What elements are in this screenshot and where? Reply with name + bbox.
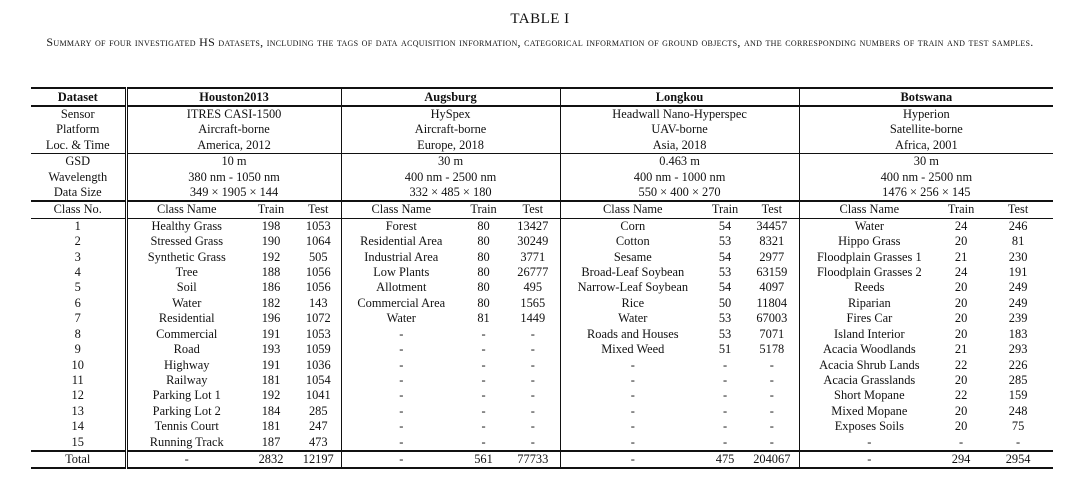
train-count: 20 [954, 311, 968, 326]
test-count: - [745, 373, 799, 388]
class-name: Floodplain Grasses 2 [817, 265, 922, 280]
test-count: 495 [506, 280, 560, 295]
class-header-row [31, 201, 1053, 218]
class-number: 12 [31, 388, 126, 403]
train-count: 193 [261, 342, 281, 357]
train-count: 190 [261, 234, 281, 249]
test-count: 75 [1011, 419, 1025, 434]
info-label: Data Size [31, 185, 126, 201]
train-count: 21 [954, 342, 968, 357]
test-count: 1064 [296, 234, 341, 249]
test-count: 1565 [506, 296, 560, 311]
info-value: 1476 × 256 × 145 [882, 185, 971, 200]
test-count: 5178 [745, 342, 799, 357]
train-count: - [481, 388, 486, 403]
info-row [31, 106, 1053, 122]
class-name: Tree [175, 265, 198, 280]
test-header: Test [745, 201, 799, 218]
info-value: HySpex [341, 106, 560, 122]
test-count: - [506, 404, 560, 419]
class-name: Sesame [613, 249, 652, 264]
test-count: 293 [1008, 342, 1028, 357]
test-count: 248 [1008, 403, 1028, 418]
test-header: Test [296, 201, 341, 218]
train-count: 198 [246, 218, 296, 234]
class-row [31, 234, 1053, 249]
test-count: - [506, 419, 560, 434]
header-botswana: Botswana [799, 88, 1053, 106]
train-count: - [481, 403, 486, 418]
train-count: 20 [954, 326, 968, 341]
test-count: - [745, 358, 799, 373]
test-count: 30249 [506, 234, 560, 249]
info-row [31, 154, 1053, 170]
class-name: Exposes Soils [834, 419, 904, 434]
test-count: 159 [1008, 388, 1028, 403]
train-count: 20 [954, 372, 968, 387]
summary-table [31, 87, 1053, 469]
class-row [31, 435, 1053, 451]
train-count: - [481, 326, 486, 341]
info-value: Aircraft-borne [126, 122, 341, 137]
class-name: Acacia Shrub Lands [819, 357, 920, 372]
train-count: 188 [261, 265, 281, 280]
class-name: Forest [341, 218, 461, 234]
test-count: - [506, 388, 560, 403]
class-number: 5 [31, 280, 126, 295]
info-value: 10 m [126, 154, 341, 170]
total-class-name: - [341, 451, 461, 468]
class-name: Railway [166, 372, 208, 387]
train-count: 20 [954, 280, 968, 295]
test-count: 2977 [745, 250, 799, 265]
train-count: 53 [718, 234, 732, 249]
class-no-header: Class No. [31, 201, 126, 218]
test-count: 1449 [506, 311, 560, 326]
train-count: - [722, 419, 728, 434]
train-count: 22 [954, 357, 968, 372]
class-row [31, 327, 1053, 342]
class-name: - [399, 342, 404, 357]
class-name: - [399, 326, 404, 341]
train-count: 54 [705, 218, 745, 234]
class-name: - [399, 403, 404, 418]
table-label: TABLE I [510, 11, 570, 27]
train-count: 191 [261, 357, 281, 372]
class-name: Island Interior [834, 326, 905, 341]
test-count: 285 [296, 404, 341, 419]
train-count: 54 [718, 249, 732, 264]
total-test: 12197 [296, 451, 341, 468]
train-count: 184 [261, 403, 281, 418]
total-train: 2832 [246, 451, 296, 468]
train-count: 24 [954, 265, 968, 280]
class-name: - [630, 434, 635, 449]
header-augsburg: Augsburg [341, 88, 560, 106]
class-number: 10 [31, 358, 126, 373]
train-count: 53 [718, 265, 732, 280]
train-count: - [481, 342, 486, 357]
info-row [31, 185, 1053, 201]
test-count: - [745, 435, 799, 451]
class-number: 13 [31, 404, 126, 419]
class-row [31, 404, 1053, 419]
test-count: 67003 [745, 311, 799, 326]
class-number: 11 [31, 373, 126, 388]
info-label: Sensor [31, 106, 126, 122]
train-count: 20 [954, 419, 968, 434]
class-name: Water [386, 311, 416, 326]
class-name: Road [173, 342, 200, 357]
class-number: 8 [31, 327, 126, 342]
train-count: 54 [718, 280, 732, 295]
class-name: Running Track [149, 434, 224, 449]
class-number: 15 [31, 435, 126, 451]
table-caption: Summary of four investigated HS datasets, including the tags of data acquisition information, categorical information of ground objects, and the corresponding numbers of train and test samples. [46, 35, 1034, 49]
table-body [31, 88, 1053, 468]
info-label: Loc. & Time [31, 138, 126, 154]
train-count: 192 [261, 249, 281, 264]
train-count: 196 [261, 311, 281, 326]
train-count: 80 [477, 265, 490, 280]
train-count: 20 [954, 403, 968, 418]
test-count: 285 [1008, 372, 1028, 387]
total-row [31, 451, 1053, 468]
test-count: 1072 [296, 311, 341, 326]
test-count: - [506, 435, 560, 451]
train-count: 80 [477, 234, 490, 249]
total-class-name: - [799, 451, 939, 468]
train-count: - [722, 434, 728, 449]
total-class-name: - [560, 451, 705, 468]
train-count: - [722, 372, 728, 387]
test-count: 230 [1008, 249, 1028, 264]
class-row [31, 296, 1053, 311]
train-count: 20 [954, 295, 968, 310]
info-value: 332 × 485 × 180 [341, 185, 560, 201]
info-value: Asia, 2018 [560, 138, 799, 154]
class-number: 4 [31, 265, 126, 280]
train-count: - [481, 419, 486, 434]
info-value: 400 nm - 2500 nm [880, 169, 973, 184]
total-label: Total [31, 451, 126, 468]
class-name: Roads and Houses [587, 326, 679, 341]
test-count: 1059 [296, 342, 341, 357]
train-count: 24 [939, 218, 983, 234]
test-count: 1054 [296, 373, 341, 388]
class-name: Healthy Grass [126, 218, 246, 234]
info-value: 30 m [341, 154, 560, 170]
class-name: - [630, 388, 635, 403]
class-name: Cotton [615, 234, 650, 249]
class-name: Tennis Court [154, 419, 219, 434]
test-count: 191 [1008, 265, 1028, 280]
class-number: 3 [31, 250, 126, 265]
info-value: Hyperion [902, 107, 950, 121]
total-test: 2954 [983, 451, 1053, 468]
test-count: 183 [1008, 326, 1028, 341]
test-count: 1053 [296, 218, 341, 234]
class-name: Acacia Woodlands [822, 342, 916, 357]
test-count: 239 [1008, 311, 1028, 326]
test-count: 1056 [296, 265, 341, 280]
info-value: 550 × 400 × 270 [560, 185, 799, 201]
info-value: 0.463 m [560, 154, 799, 170]
test-count: - [506, 327, 560, 342]
class-name-header: Class Name [341, 201, 461, 218]
train-count: - [959, 434, 964, 449]
class-row [31, 280, 1053, 295]
train-count: 81 [477, 311, 490, 326]
train-header: Train [246, 201, 296, 218]
test-count: 1056 [296, 280, 341, 295]
class-name: Narrow-Leaf Soybean [577, 280, 689, 295]
total-train: 294 [939, 451, 983, 468]
class-name: Rice [621, 295, 645, 310]
class-name: - [399, 434, 404, 449]
info-value: 349 × 1905 × 144 [126, 185, 341, 201]
info-label: Wavelength [31, 170, 126, 185]
test-header: Test [506, 201, 560, 218]
info-row [31, 170, 1053, 185]
class-number: 14 [31, 419, 126, 434]
class-name: Riparian [847, 295, 891, 310]
class-row [31, 373, 1053, 388]
info-value: America, 2012 [126, 138, 341, 154]
train-header: Train [939, 201, 983, 218]
test-count: - [506, 358, 560, 373]
class-row [31, 311, 1053, 326]
class-name: Water [172, 295, 202, 310]
test-count: 505 [296, 250, 341, 265]
class-name: Commercial [156, 326, 218, 341]
test-count: 473 [296, 435, 341, 451]
test-count: - [745, 388, 799, 403]
train-count: 80 [461, 218, 506, 234]
test-count: 247 [296, 419, 341, 434]
train-count: 181 [261, 419, 281, 434]
test-count: - [506, 342, 560, 357]
class-name: - [630, 357, 635, 372]
class-row [31, 358, 1053, 373]
train-header: Train [461, 201, 506, 218]
header-longkou: Longkou [560, 88, 799, 106]
class-name: - [630, 419, 635, 434]
test-count: 3771 [506, 250, 560, 265]
train-count: 21 [954, 249, 968, 264]
test-count: - [506, 373, 560, 388]
test-count: 143 [296, 296, 341, 311]
info-value: Africa, 2001 [895, 137, 958, 152]
total-train: 561 [461, 451, 506, 468]
header-dataset: Dataset [31, 88, 126, 106]
test-count: 1036 [296, 358, 341, 373]
class-number: 6 [31, 296, 126, 311]
info-row [31, 122, 1053, 137]
info-row [31, 138, 1053, 154]
train-count: 80 [477, 280, 490, 295]
train-count: 53 [718, 311, 732, 326]
train-count: - [481, 372, 486, 387]
test-count: 1041 [296, 388, 341, 403]
class-row [31, 419, 1053, 434]
class-name: Low Plants [373, 265, 430, 280]
class-name: - [399, 419, 404, 434]
class-number: 1 [31, 218, 126, 234]
total-test: 77733 [506, 451, 560, 468]
total-test: 204067 [745, 451, 799, 468]
test-count: 249 [1008, 280, 1028, 295]
test-count: 34457 [745, 218, 799, 234]
info-value: Headwall Nano-Hyperspec [560, 106, 799, 122]
train-count: - [722, 388, 728, 403]
class-name: Soil [176, 280, 197, 295]
class-number: 9 [31, 342, 126, 357]
info-value: Satellite-borne [889, 122, 963, 137]
class-name: Synthetic Grass [147, 249, 226, 264]
info-value: 400 nm - 1000 nm [560, 170, 799, 185]
info-value: Europe, 2018 [341, 138, 560, 154]
train-count: 192 [261, 388, 281, 403]
class-number: 7 [31, 311, 126, 326]
train-count: 182 [261, 295, 281, 310]
train-count: 80 [477, 249, 490, 264]
class-name: Residential [158, 311, 215, 326]
class-name-header: Class Name [799, 201, 939, 218]
class-name: Parking Lot 1 [152, 388, 221, 403]
test-count: 81 [1011, 234, 1025, 249]
test-count: 11804 [745, 296, 799, 311]
class-row [31, 250, 1053, 265]
total-class-name: - [126, 451, 246, 468]
test-count: 246 [983, 218, 1053, 234]
train-count: 187 [261, 434, 281, 449]
class-name: Parking Lot 2 [152, 403, 221, 418]
train-count: 191 [261, 326, 281, 341]
info-value: ITRES CASI-1500 [126, 106, 341, 122]
info-value: Aircraft-borne [341, 122, 560, 137]
test-count: 7071 [745, 327, 799, 342]
class-row [31, 342, 1053, 357]
train-count: 181 [261, 372, 281, 387]
class-name: Highway [164, 357, 210, 372]
test-count: 63159 [745, 265, 799, 280]
train-count: 186 [261, 280, 281, 295]
class-name: Industrial Area [364, 249, 439, 264]
header-houston2013: Houston2013 [126, 88, 341, 106]
class-name: Mixed Weed [601, 342, 665, 357]
train-count: 50 [718, 295, 732, 310]
info-value: 380 nm - 1050 nm [126, 170, 341, 185]
class-name: - [867, 434, 872, 449]
train-count: - [722, 403, 728, 418]
class-name: - [630, 372, 635, 387]
info-value: 30 m [799, 154, 1053, 170]
class-row [31, 218, 1053, 234]
test-count: 13427 [506, 218, 560, 234]
class-row [31, 265, 1053, 280]
class-name: Commercial Area [357, 295, 446, 310]
test-count: - [745, 404, 799, 419]
info-label: Platform [31, 122, 126, 137]
test-count: - [1016, 434, 1021, 449]
train-count: 80 [477, 295, 490, 310]
info-value: UAV-borne [560, 122, 799, 137]
train-count: 22 [954, 388, 968, 403]
class-row [31, 388, 1053, 403]
class-name: - [399, 372, 404, 387]
test-count: 249 [1008, 295, 1028, 310]
train-count: - [481, 357, 486, 372]
class-name-header: Class Name [560, 201, 705, 218]
total-train: 475 [705, 451, 745, 468]
class-name: - [399, 357, 404, 372]
train-count: 20 [954, 234, 968, 249]
class-name: Short Mopane [834, 388, 905, 403]
test-count: - [745, 419, 799, 434]
class-number: 2 [31, 234, 126, 249]
class-name: Acacia Grasslands [823, 372, 916, 387]
train-count: 53 [718, 326, 732, 341]
class-name-header: Class Name [126, 201, 246, 218]
class-name: Stressed Grass [150, 234, 224, 249]
class-name: Water [799, 218, 939, 234]
train-header: Train [705, 201, 745, 218]
class-name: Hippo Grass [838, 234, 901, 249]
class-name: Corn [560, 218, 705, 234]
class-name: Allotment [376, 280, 427, 295]
test-count: 26777 [506, 265, 560, 280]
test-header: Test [983, 201, 1053, 218]
class-name: Fires Car [846, 311, 893, 326]
class-name: Reeds [854, 280, 885, 295]
class-name: - [630, 403, 635, 418]
train-count: 51 [718, 342, 732, 357]
info-value: 400 nm - 2500 nm [341, 170, 560, 185]
class-name: Floodplain Grasses 1 [817, 249, 922, 264]
class-name: Water [618, 311, 648, 326]
test-count: 226 [1008, 357, 1028, 372]
train-count: - [722, 357, 728, 372]
class-name: Broad-Leaf Soybean [581, 265, 685, 280]
test-count: 4097 [745, 280, 799, 295]
test-count: 1053 [296, 327, 341, 342]
info-label: GSD [31, 154, 126, 170]
class-name: Mixed Mopane [831, 403, 908, 418]
test-count: 8321 [745, 234, 799, 249]
class-name: Residential Area [360, 234, 443, 249]
class-name: - [399, 388, 404, 403]
header-row [31, 88, 1053, 106]
train-count: - [481, 434, 486, 449]
